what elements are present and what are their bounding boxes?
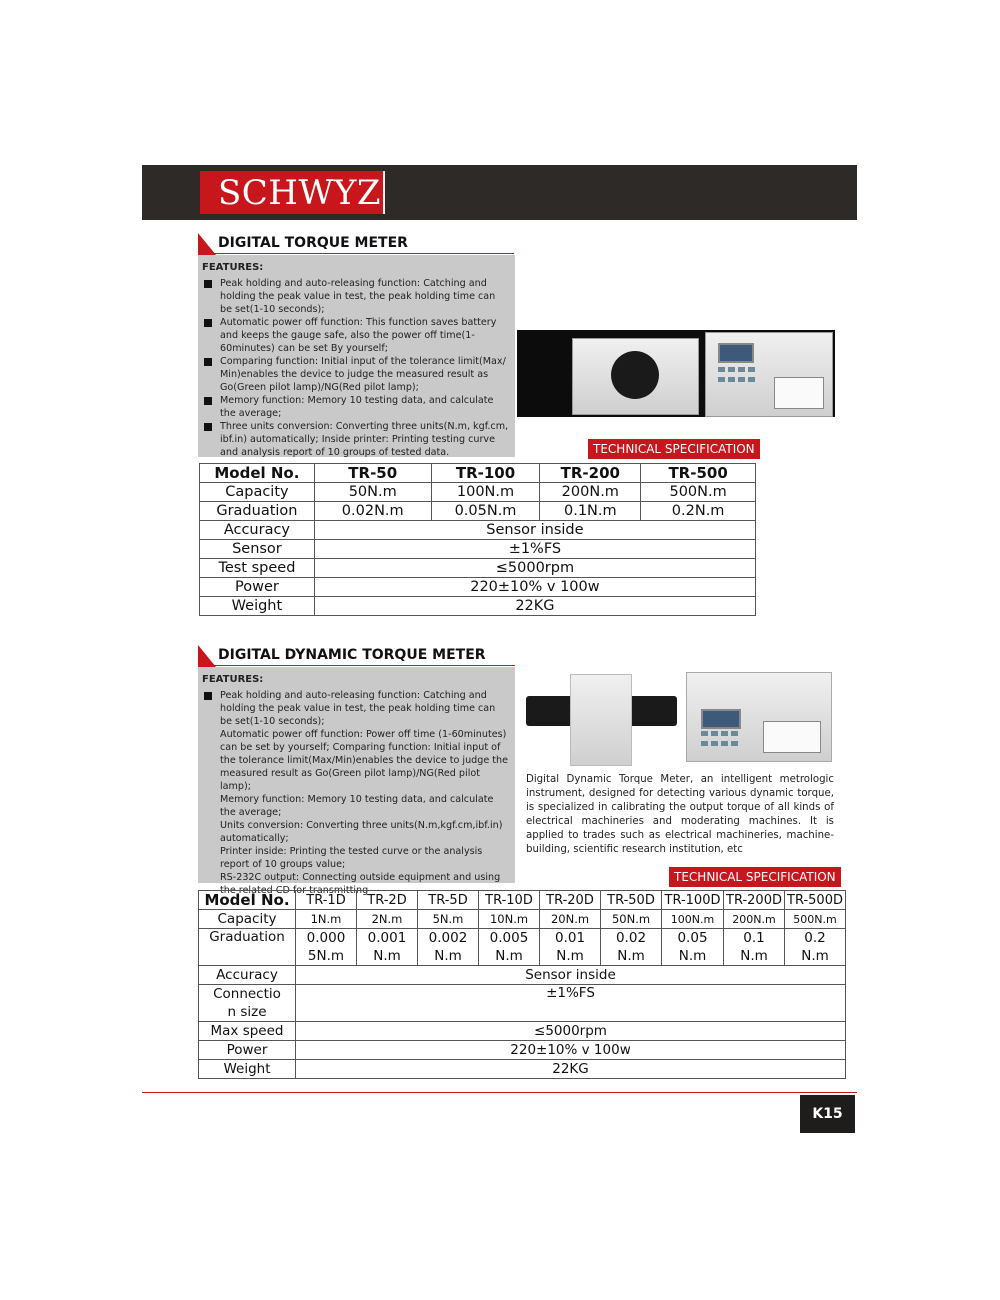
table-row: Power 220±10% v 100w <box>200 578 756 597</box>
features-title: FEATURES: <box>202 674 264 685</box>
table-row: Connectio ±1%FS <box>199 985 846 1004</box>
feature-item: Printer inside: Printing the tested curve or the analysis report of 10 groups value; <box>220 846 483 870</box>
feature-item: RS-232C output: Connecting outside equipment and using the related CD for transmitting <box>220 872 501 896</box>
dynamic-sensor-unit <box>570 674 632 766</box>
product-description: Digital Dynamic Torque Meter, an intelligent metrologic instrument, designed for detecting various dynamic torque, is specialized in calibrating the output torque of all kinds of electrical machineries and moderating machines. It is applied to trades such as electrical machineries, machine-building, scientific research institution, etc <box>526 774 834 855</box>
red-triangle-icon <box>198 645 216 667</box>
bullet-square-icon <box>204 358 212 366</box>
bullet-square-icon <box>204 397 212 405</box>
feature-item: Peak holding and auto-releasing function: Catching and holding the peak value in test, the peak holding time can be set(1-10 seconds); <box>202 689 509 728</box>
bullet-square-icon <box>204 692 212 700</box>
features-panel-2 <box>198 667 515 896</box>
feature-item: Units conversion: Converting three units(N.m,kgf.cm,ibf.in) automatically; <box>220 820 503 844</box>
bullet-square-icon <box>204 423 212 431</box>
sensor-unit <box>572 338 699 415</box>
technical-spec-label-2: TECHNICAL SPECIFICATION <box>669 867 841 887</box>
table-header-row: Model No. TR-1D TR-2D TR-5D TR-10D TR-20D TR-50D TR-100D TR-200D TR-500D <box>199 891 846 910</box>
table-row: Weight 22KG <box>200 597 756 616</box>
table-row: Weight 22KG <box>199 1060 846 1079</box>
feature-item: Memory function: Memory 10 testing data, and calculate the average; <box>202 394 509 420</box>
display-unit <box>705 332 833 417</box>
brand-logo <box>200 171 385 214</box>
page-number: K15 <box>800 1095 855 1133</box>
table-row: Capacity 50N.m 100N.m 200N.m 500N.m <box>200 483 756 502</box>
feature-item: Memory function: Memory 10 testing data, and calculate the average; <box>220 794 494 818</box>
table-row: Capacity 1N.m 2N.m 5N.m 10N.m 20N.m 50N.m 100N.m 200N.m 500N.m <box>199 910 846 929</box>
bullet-square-icon <box>204 319 212 327</box>
lcd-screen <box>718 343 754 363</box>
section-title-dynamic-torque-meter: DIGITAL DYNAMIC TORQUE METER <box>198 645 515 666</box>
printer-slot <box>774 377 824 409</box>
table-row: Graduation 0.000 0.001 0.002 0.005 0.01 0.02 0.05 0.1 0.2 <box>199 929 846 948</box>
table-row: 5N.m N.m N.m N.m N.m N.m N.m N.m N.m <box>199 947 846 966</box>
table-header-row: Model No. TR-50 TR-100 TR-200 TR-500 <box>200 464 756 483</box>
table-row: Graduation 0.02N.m 0.05N.m 0.1N.m 0.2N.m <box>200 502 756 521</box>
table-row: Test speed ≤5000rpm <box>200 559 756 578</box>
display-unit <box>686 672 832 762</box>
lcd-screen <box>701 709 741 729</box>
technical-spec-label-1: TECHNICAL SPECIFICATION <box>588 439 760 459</box>
feature-item: Automatic power off function: This function saves battery and keeps the gauge safe, also the power off time(1-60minutes) can be set By yourself; <box>202 316 509 355</box>
table-row: Sensor ±1%FS <box>200 540 756 559</box>
table-row: Accuracy Sensor inside <box>199 966 846 985</box>
feature-item: Peak holding and auto-releasing function: Catching and holding the peak value in test, the peak holding time can be set(1-10 seconds); <box>202 277 509 316</box>
table-row: Accuracy Sensor inside <box>200 521 756 540</box>
spec-table-2 <box>198 890 846 1079</box>
product-photo-dynamic-torque-meter <box>524 670 836 770</box>
table-row: Max speed ≤5000rpm <box>199 1022 846 1041</box>
features-panel-1 <box>198 255 515 457</box>
printer-slot <box>763 721 821 753</box>
drive-disc-icon <box>611 351 659 399</box>
brand-name: SCHWYZ <box>218 173 381 213</box>
shaft-left <box>526 696 574 726</box>
spec-table-1 <box>199 463 756 616</box>
bullet-square-icon <box>204 280 212 288</box>
footer-divider <box>142 1092 857 1093</box>
product-photo-torque-meter <box>517 330 835 417</box>
table-row: Power 220±10% v 100w <box>199 1041 846 1060</box>
features-title: FEATURES: <box>202 262 264 273</box>
feature-item: Three units conversion: Converting three units(N.m, kgf.cm, ibf.in) automatically; Inside printer: Printing testing curve and analysis report of 10 groups of tested data. <box>202 420 509 459</box>
feature-item: Comparing function: Initial input of the tolerance limit(Max/ Min)enables the device to judge the measured result as Go(Green pilot lamp)/NG(Red pilot lamp); <box>202 355 509 394</box>
feature-item: Automatic power off function: Power off time (1-60minutes) can be set by yourself; Comparing function: Initial input of the tolerance limit(Max/Min)enables the device to judge the measured result as Go(Green pilot lamp)/NG(Red pilot lamp); <box>220 729 509 792</box>
section-title-torque-meter: DIGITAL TORQUE METER <box>198 233 514 254</box>
red-triangle-icon <box>198 233 216 255</box>
table-row: n size <box>199 1003 846 1022</box>
